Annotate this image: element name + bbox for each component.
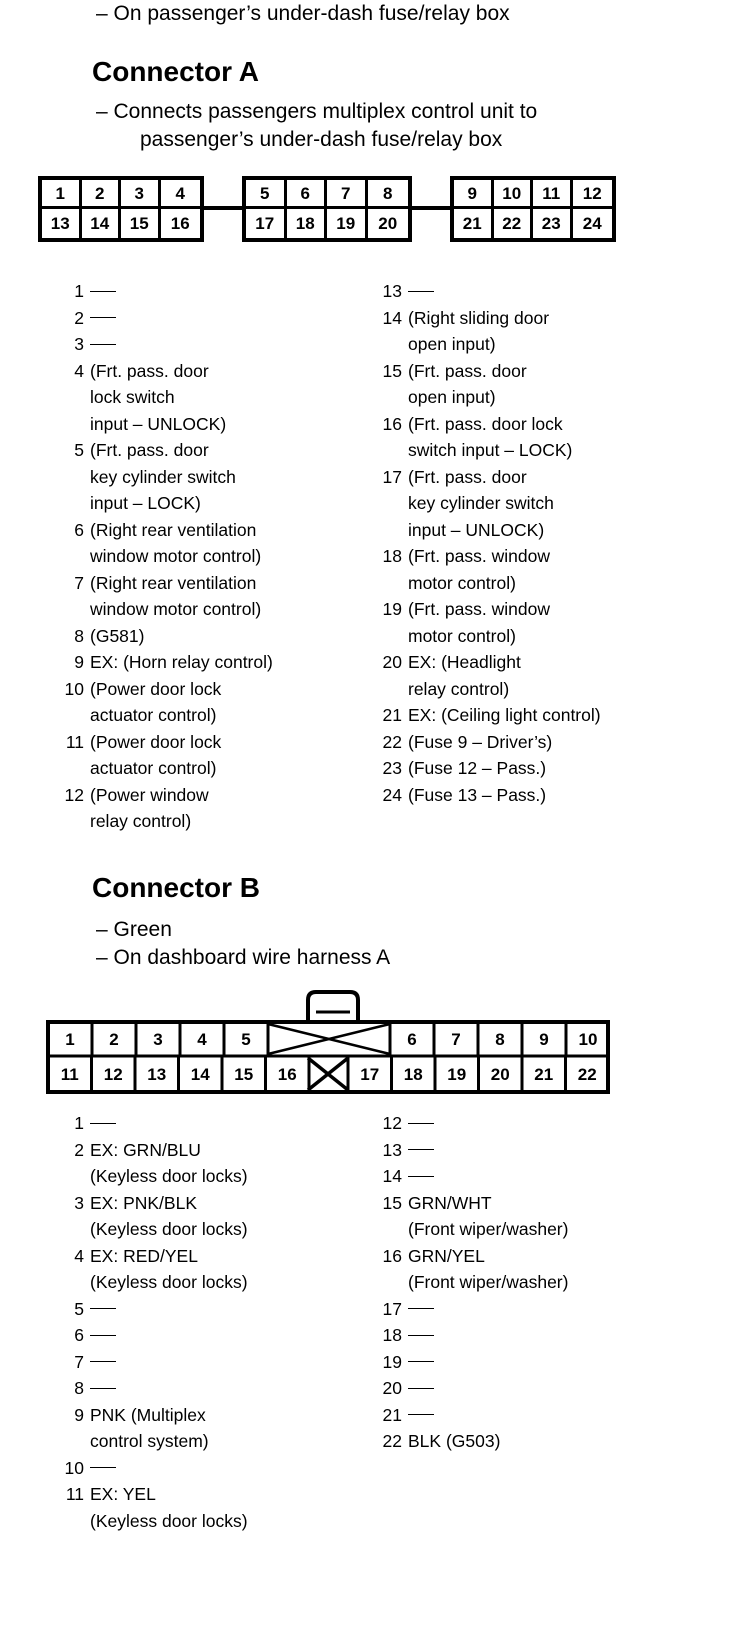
connector-a-cavity-10: 10 — [494, 180, 534, 209]
connector-b-cavity-3: 3 — [153, 1030, 163, 1049]
connector-b-cavity-2: 2 — [109, 1030, 119, 1049]
dash-mark — [408, 291, 434, 292]
connector-a-pin-list-right — [374, 278, 601, 808]
unused-pin-dash — [84, 331, 116, 358]
pin-entry — [374, 649, 601, 702]
connector-b-diagram — [46, 990, 612, 1101]
pin-description: EX: (Horn relay control) — [90, 652, 273, 672]
pin-number: 24 — [382, 784, 402, 805]
dash-mark — [408, 1414, 434, 1415]
unused-pin-dash — [402, 1322, 434, 1349]
dash-mark — [90, 1388, 116, 1389]
connector-b-cavity-4: 4 — [197, 1030, 207, 1049]
pin-entry — [56, 437, 273, 517]
pin-number: 6 — [74, 1325, 84, 1345]
unused-pin-dash — [402, 278, 434, 305]
connector-a-cavity-24: 24 — [582, 214, 602, 233]
connector-a-cavity-3: 3 — [121, 180, 161, 209]
dash-mark — [90, 1123, 116, 1124]
unused-pin-dash — [84, 1349, 116, 1376]
pin-description: GRN/WHT (Front wiper/washer) — [408, 1192, 569, 1239]
pin-description: (Fuse 12 – Pass.) — [408, 758, 547, 778]
dash-mark — [90, 317, 116, 318]
pin-entry — [56, 623, 273, 650]
dash-mark — [408, 1308, 434, 1309]
connector-a-block-3 — [450, 176, 616, 242]
pin-number: 6 — [74, 519, 84, 540]
pin-entry — [374, 782, 601, 809]
pin-entry — [374, 702, 601, 729]
pin-entry — [374, 1296, 568, 1323]
unused-pin-dash — [84, 1322, 116, 1349]
pin-entry — [56, 1402, 248, 1455]
connector-b-cavity-16: 16 — [277, 1065, 297, 1084]
connector-b-pin-list-left — [56, 1110, 248, 1534]
connector-b-cavity-5: 5 — [241, 1030, 251, 1049]
pin-entry — [374, 755, 601, 782]
pin-description: (Right rear ventilation window motor control) — [90, 572, 262, 619]
unused-pin-dash — [402, 1137, 434, 1164]
pin-description: (Fuse 13 – Pass.) — [408, 784, 547, 805]
connector-a-cavity-15: 15 — [121, 209, 161, 238]
connector-b-cavity-20: 20 — [490, 1065, 510, 1084]
pin-number: 1 — [74, 281, 84, 301]
connector-b-cavity-12: 12 — [103, 1065, 123, 1084]
connector-b-cavity-17: 17 — [360, 1065, 380, 1084]
connector-b-cavity-21: 21 — [534, 1065, 554, 1084]
dash-mark — [90, 1308, 116, 1309]
pin-number: 3 — [74, 1192, 84, 1213]
pin-number: 18 — [382, 1325, 402, 1345]
connector-a-pin-list-left — [56, 278, 273, 835]
pin-number: 5 — [74, 1298, 84, 1319]
connector-a-cavity-5: 5 — [246, 180, 287, 209]
pin-number: 18 — [382, 546, 402, 566]
dash-mark — [408, 1176, 434, 1177]
pin-description: (Frt. pass. door lock switch input – UNLOCK) — [90, 360, 227, 434]
connector-a-cavity-17: 17 — [246, 209, 287, 238]
pin-number: 22 — [382, 731, 402, 752]
dash-mark — [90, 344, 116, 345]
pin-entry — [56, 305, 273, 332]
pin-description: EX: (Headlight relay control) — [408, 652, 521, 699]
connector-a-cavity-12: 12 — [573, 180, 613, 209]
pin-number: 2 — [74, 1139, 84, 1160]
pin-description: EX: YEL (Keyless door locks) — [90, 1484, 248, 1531]
connector-b-pin-list-right — [374, 1110, 568, 1455]
pin-entry — [374, 1375, 568, 1402]
pin-number: 4 — [74, 1245, 84, 1266]
connector-a-description-line2: passenger’s under-dash fuse/relay box — [140, 128, 503, 151]
unused-pin-dash — [84, 305, 116, 332]
pin-entry — [374, 305, 601, 358]
dash-mark — [408, 1361, 434, 1362]
pin-entry — [374, 1137, 568, 1164]
pin-description: (Right sliding door open input) — [408, 307, 550, 354]
pin-entry — [374, 358, 601, 411]
pin-number: 9 — [74, 652, 84, 672]
connector-a-cavity-13: 13 — [42, 209, 82, 238]
unused-pin-dash — [84, 1296, 116, 1323]
pin-entry — [374, 543, 601, 596]
pin-number: 8 — [74, 1378, 84, 1398]
pin-number: 16 — [382, 413, 402, 434]
connector-a-link-1 — [200, 206, 244, 210]
pin-entry — [374, 1349, 568, 1376]
connector-a-cavity-16: 16 — [170, 214, 190, 233]
connector-a-link-2 — [408, 206, 452, 210]
pin-number: 20 — [382, 1378, 402, 1398]
unused-pin-dash — [84, 1455, 116, 1482]
pin-number: 5 — [74, 440, 84, 460]
pin-description: (Frt. pass. door key cylinder switch input – LOCK) — [90, 440, 236, 513]
connector-a-block-2 — [242, 176, 412, 242]
pin-description: (Power window relay control) — [90, 784, 209, 831]
pin-number: 13 — [382, 1139, 402, 1160]
pin-entry — [374, 596, 601, 649]
unused-pin-dash — [402, 1296, 434, 1323]
dash-mark — [90, 1467, 116, 1468]
connector-b-cavity-14: 14 — [190, 1065, 210, 1084]
pin-number: 16 — [382, 1245, 402, 1266]
connector-b-cavity-18: 18 — [403, 1065, 423, 1084]
dash-mark — [408, 1123, 434, 1124]
pin-number: 17 — [382, 466, 402, 487]
connector-b-cavity-7: 7 — [451, 1030, 461, 1049]
unused-pin-dash — [84, 278, 116, 305]
pin-number: 22 — [382, 1431, 402, 1451]
dash-mark — [90, 1361, 116, 1362]
pin-description: PNK (Multiplex control system) — [90, 1404, 209, 1451]
connector-a-cavity-23: 23 — [533, 209, 573, 238]
connector-a-cavity-11: 11 — [533, 180, 573, 209]
pin-entry — [56, 278, 273, 305]
pin-number: 10 — [64, 678, 84, 699]
connector-b-cavity-10: 10 — [578, 1030, 598, 1049]
unused-pin-dash — [402, 1349, 434, 1376]
pin-description: (Right rear ventilation window motor control) — [90, 519, 262, 566]
dash-mark — [408, 1149, 434, 1150]
pin-number: 21 — [382, 1404, 402, 1425]
pin-entry — [56, 676, 273, 729]
pin-number: 20 — [382, 652, 402, 672]
pin-entry — [56, 1243, 248, 1296]
pin-description: (Power door lock actuator control) — [90, 678, 222, 725]
pin-entry — [374, 1163, 568, 1190]
dash-mark — [408, 1388, 434, 1389]
connector-b-cavity-11: 11 — [60, 1065, 79, 1084]
connector-a-cavity-19: 19 — [327, 209, 368, 238]
pin-entry — [56, 358, 273, 438]
unused-pin-dash — [84, 1375, 116, 1402]
dash-mark — [408, 1335, 434, 1336]
connector-b-location-text: – On dashboard wire harness A — [96, 946, 391, 969]
pin-entry — [374, 464, 601, 544]
connector-b-cavity-1: 1 — [65, 1030, 75, 1049]
pin-entry — [56, 649, 273, 676]
connector-a-cavity-4: 4 — [161, 180, 201, 209]
dash-mark — [90, 1335, 116, 1336]
unused-pin-dash — [402, 1163, 434, 1190]
connector-b-cavity-15: 15 — [234, 1065, 254, 1084]
connector-b-cavity-13: 13 — [147, 1065, 167, 1084]
connector-a-cavity-7: 7 — [327, 180, 368, 209]
pin-number: 13 — [382, 281, 402, 301]
connector-a-description-line1: – Connects passengers multiplex control unit to — [96, 100, 538, 123]
pin-number: 23 — [382, 758, 402, 778]
pin-description: (G581) — [90, 625, 145, 646]
pin-entry — [56, 1322, 248, 1349]
pin-number: 14 — [382, 1166, 402, 1186]
pin-description: EX: (Ceiling light control) — [408, 705, 601, 725]
pin-number: 9 — [74, 1404, 84, 1425]
pin-entry — [56, 729, 273, 782]
unused-pin-dash — [402, 1110, 434, 1137]
pin-number: 15 — [382, 1192, 402, 1213]
pin-entry — [56, 1481, 248, 1534]
pin-entry — [374, 1402, 568, 1429]
connector-b-color-text: – Green — [96, 918, 172, 941]
pin-entry — [374, 729, 601, 756]
unused-pin-dash — [402, 1375, 434, 1402]
connector-b-cavity-8: 8 — [495, 1030, 505, 1049]
connector-a-cavity-21: 21 — [454, 209, 494, 238]
connector-b-cavity-19: 19 — [447, 1065, 467, 1084]
pin-number: 8 — [74, 625, 84, 646]
connector-b-cavity-9: 9 — [539, 1030, 549, 1049]
pin-entry — [56, 517, 273, 570]
pin-entry — [374, 1110, 568, 1137]
pin-description: EX: RED/YEL (Keyless door locks) — [90, 1245, 248, 1292]
intro-location-text: – On passenger’s under-dash fuse/relay box — [96, 2, 510, 25]
connector-a-cavity-20: 20 — [378, 214, 398, 233]
pin-number: 19 — [382, 599, 402, 619]
pin-entry — [374, 1243, 568, 1296]
pin-number: 14 — [382, 307, 402, 328]
pin-entry — [374, 278, 601, 305]
connector-a-heading: Connector A — [92, 56, 259, 87]
connector-a-description — [96, 98, 537, 154]
pin-description: (Frt. pass. window motor control) — [408, 546, 550, 593]
pin-entry — [374, 411, 601, 464]
pin-entry — [56, 1296, 248, 1323]
pin-entry — [374, 1190, 568, 1243]
pin-entry — [56, 570, 273, 623]
pin-entry — [374, 1428, 568, 1455]
connector-a-cavity-1: 1 — [42, 180, 82, 209]
connector-a-cavity-6: 6 — [287, 180, 328, 209]
pin-number: 15 — [382, 360, 402, 381]
pin-number: 21 — [382, 705, 402, 725]
pin-number: 4 — [74, 360, 84, 381]
connector-a-cavity-8: 8 — [368, 180, 409, 209]
pin-description: BLK (G503) — [408, 1431, 501, 1451]
pin-description: (Fuse 9 – Driver’s) — [408, 731, 553, 752]
pin-number: 12 — [64, 784, 84, 805]
pin-number: 10 — [64, 1457, 84, 1478]
connector-a-cavity-22: 22 — [494, 209, 534, 238]
pin-description: (Power door lock actuator control) — [90, 731, 222, 778]
pin-entry — [56, 331, 273, 358]
unused-pin-dash — [402, 1402, 434, 1429]
pin-entry — [56, 1349, 248, 1376]
connector-b-description — [96, 916, 390, 972]
pin-number: 12 — [382, 1113, 402, 1133]
pin-entry — [56, 1375, 248, 1402]
connector-b-cavity-6: 6 — [407, 1030, 417, 1049]
connector-b-cavity-22: 22 — [577, 1065, 597, 1084]
pin-number: 17 — [382, 1298, 402, 1319]
pin-description: (Frt. pass. door key cylinder switch input – UNLOCK) — [408, 466, 554, 540]
pin-number: 3 — [74, 334, 84, 354]
pin-number: 11 — [65, 1484, 84, 1504]
dash-mark — [90, 291, 116, 292]
connector-a-cavity-14: 14 — [82, 209, 122, 238]
pin-number: 1 — [74, 1113, 84, 1133]
pin-number: 7 — [74, 572, 84, 593]
pin-description: (Frt. pass. door lock switch input – LOCK) — [408, 413, 573, 460]
connector-a-cavity-18: 18 — [287, 209, 328, 238]
unused-pin-dash — [84, 1110, 116, 1137]
pin-entry — [56, 1455, 248, 1482]
connector-a-cavity-9: 9 — [454, 180, 494, 209]
pin-entry — [56, 782, 273, 835]
pin-number: 7 — [74, 1351, 84, 1372]
pin-number: 2 — [74, 307, 84, 328]
pin-number: 19 — [382, 1351, 402, 1372]
pin-description: EX: PNK/BLK (Keyless door locks) — [90, 1192, 248, 1239]
pin-entry — [56, 1137, 248, 1190]
connector-b-heading: Connector B — [92, 872, 260, 903]
pin-description: GRN/YEL (Front wiper/washer) — [408, 1245, 569, 1292]
pin-description: (Frt. pass. door open input) — [408, 360, 527, 407]
connector-a-cavity-2: 2 — [82, 180, 122, 209]
pin-entry — [56, 1190, 248, 1243]
pin-entry — [374, 1322, 568, 1349]
pin-description: EX: GRN/BLU (Keyless door locks) — [90, 1139, 248, 1186]
pin-description: (Frt. pass. window motor control) — [408, 599, 550, 646]
pin-number: 11 — [65, 731, 84, 752]
pin-entry — [56, 1110, 248, 1137]
connector-a-block-1 — [38, 176, 204, 242]
connector-b-outline — [46, 990, 612, 1096]
